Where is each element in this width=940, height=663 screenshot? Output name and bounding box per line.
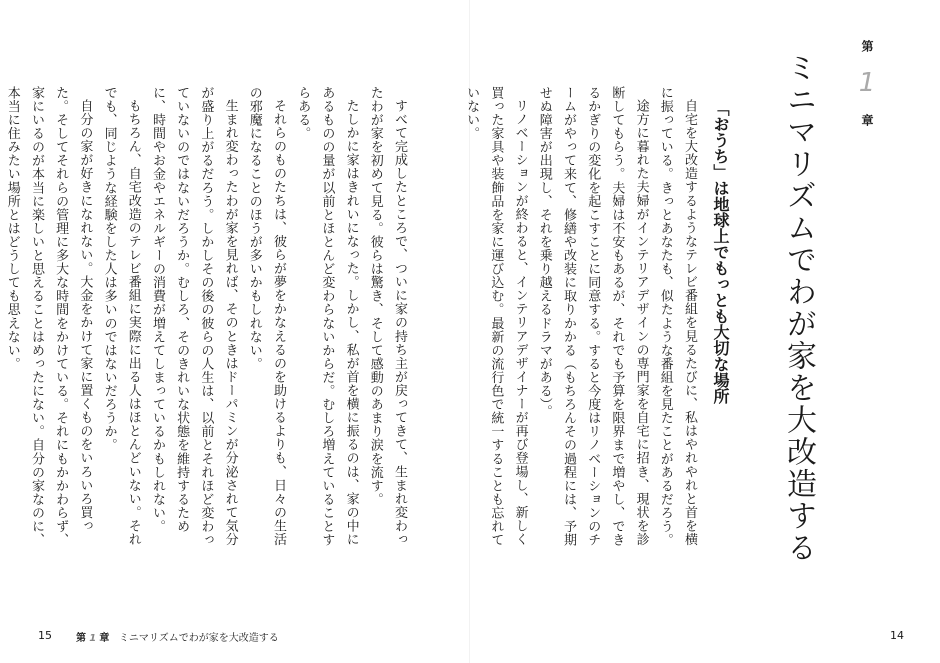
paragraph: 自宅を大改造するようなテレビ番組を見るたびに、私はやれやれと首を横に振っている。きっとあなたも、似たような番組を見たことがあるだろう。 bbox=[657, 86, 697, 547]
running-head-number: 1 bbox=[89, 633, 97, 644]
page-number-left: 15 bbox=[38, 629, 52, 642]
chapter-title: ミニマリズムでわが家を大改造する bbox=[781, 52, 816, 564]
running-head bbox=[76, 629, 279, 644]
paragraph: 途方に暮れた夫婦がインテリアデザインの専門家を自宅に招き、現状を診断してもらう。夫婦は不安もあるが、それでも予算を限界まで増やし、できるかぎりの変化を起こすことに同意する。すると今度はリノベーションのチームがやって来て、修繕や改装に取りかかる（もちろんその過程には、予期せぬ障害が出現し、それを乗り越えるドラマがある）。 bbox=[536, 86, 649, 547]
running-head-label-bottom: 章 bbox=[99, 633, 110, 644]
chapter-label-top: 第 bbox=[860, 40, 874, 52]
chapter-label bbox=[852, 40, 882, 126]
paragraph: もちろん、自宅改造のテレビ番組に実際に出る人はほとんどいない。それでも、同じような経験をした人は多いのではないだろうか。 bbox=[101, 86, 141, 547]
paragraph: 生まれ変わったわが家を見れば、そのときはドーパミンが分泌されて気分が盛り上がるだろう。しかしその後の彼らの人生は、以前とそれほど変わっていないのではないだろうか。むしろ、そのきれいな状態を維持するために、時間やお金やエネルギーの消費が増えてしまっているかもしれない。 bbox=[149, 86, 238, 547]
left-page-body bbox=[4, 86, 411, 556]
right-page-body bbox=[464, 86, 701, 556]
paragraph: それらのものたちは、彼らが夢をかなえるのを助けるよりも、日々の生活の邪魔になることのほうが多いかもしれない。 bbox=[246, 86, 286, 547]
paragraph: 自分の家が好きになれない。大金をかけて家に置くものをいろいろ買った。そしてそれらの管理に多大な時間をかけている。それにもかかわらず、家にいるのが本当に楽しいと思えることはめったにない。自分の家なのに、本当に住みたい場所とはどうしても思えない。 bbox=[4, 86, 93, 547]
page-number-right: 14 bbox=[890, 629, 904, 642]
running-head-title: ミニマリズムでわが家を大改造する bbox=[118, 633, 279, 644]
paragraph: たしかに家はきれいになった。しかし、私が首を横に振るのは、家の中にあるものの量が以前とほとんど変わらないからだ。むしろ増えていることすらある。 bbox=[295, 86, 359, 547]
paragraph: リノベーションが終わると、インテリアデザイナーが再び登場し、新しく買った家具や装飾品を家に運び込む。最新の流行色で統一することも忘れていない。 bbox=[464, 86, 528, 547]
running-head-label-top: 第 bbox=[76, 633, 86, 644]
chapter-number: 1 bbox=[852, 68, 882, 98]
paragraph: すべて完成したところで、ついに家の持ち主が戻ってきて、生まれ変わったわが家を初めて見る。彼らは驚き、そして感動のあまり涙を流す。 bbox=[367, 86, 407, 547]
chapter-label-bottom: 章 bbox=[860, 114, 874, 126]
section-heading: 「おうち」は地球上でもっとも大切な場所 bbox=[711, 100, 730, 404]
